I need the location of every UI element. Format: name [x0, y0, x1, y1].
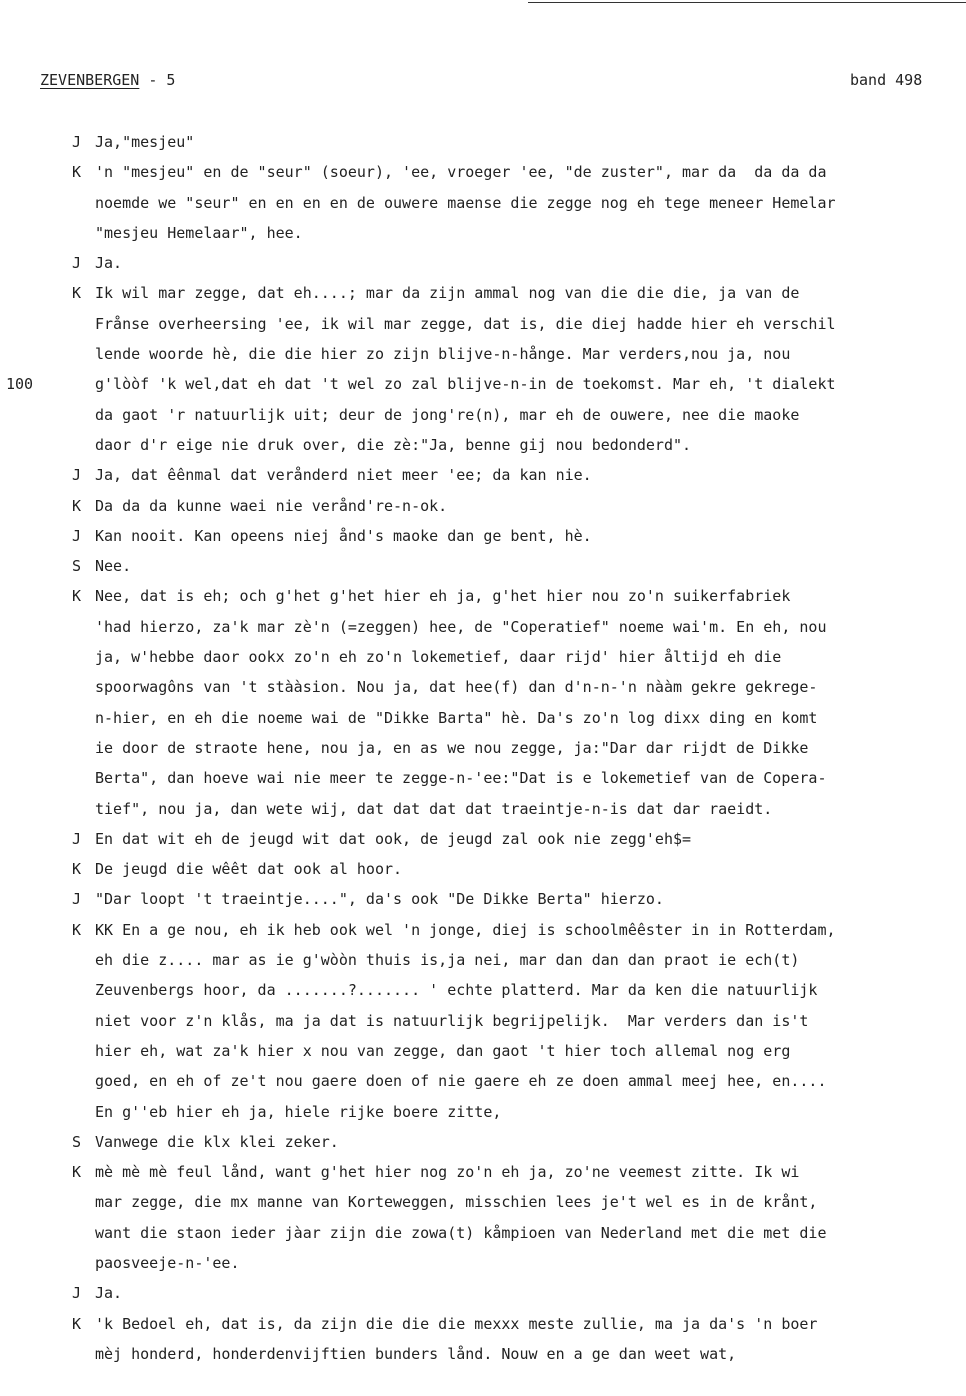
- transcript-line: [0, 1097, 966, 1127]
- transcript-line: [0, 703, 966, 733]
- transcript-line: [0, 157, 966, 187]
- utterance-text: spoorwagôns van 't stààsion. Nou ja, dat hee(f) dan d'n-n-'n nààm gekre gekrege-: [95, 678, 818, 697]
- utterance-text: da gaot 'r natuurlijk uit; deur de jong're(n), mar eh de ouwere, nee die maoke: [95, 405, 800, 424]
- utterance-text: Nee, dat is eh; och g'het g'het hier eh ja, g'het hier nou zo'n suikerfabriek: [95, 587, 791, 606]
- transcript-line: [0, 975, 966, 1005]
- transcript-line: [0, 1036, 966, 1066]
- speaker-label: K: [72, 496, 82, 515]
- transcript-line: [0, 1218, 966, 1248]
- transcript-line: [0, 1157, 966, 1187]
- utterance-text: Ja.: [95, 1284, 123, 1303]
- transcript-line: [0, 672, 966, 702]
- speaker-label: J: [72, 890, 82, 909]
- utterance-text: Nee.: [95, 557, 132, 576]
- speaker-label: K: [72, 860, 82, 879]
- transcript-line: [0, 1339, 966, 1369]
- transcript-line: [0, 460, 966, 490]
- utterance-text: 'had hierzo, za'k mar zè'n (=zeggen) hee, de "Coperatief" noeme wai'm. En eh, nou: [95, 617, 827, 636]
- transcript-line: [0, 127, 966, 157]
- transcript-line: [0, 339, 966, 369]
- utterance-text: Ja.: [95, 254, 123, 273]
- transcript-line: [0, 612, 966, 642]
- utterance-text: eh die z.... mar as ie g'wòòn thuis is,ja nei, mar dan dan dan praot ie ech(t): [95, 951, 800, 970]
- page-number: - 5: [139, 71, 176, 89]
- speaker-label: J: [72, 133, 82, 151]
- transcript-line: [0, 309, 966, 339]
- utterance-text: tief", nou ja, dan wete wij, dat dat dat dat traeintje-n-is dat dar raeidt.: [95, 799, 773, 818]
- line-number: 100: [6, 375, 34, 394]
- utterance-text: 'k Bedoel eh, dat is, da zijn die die die mexxx meste zullie, ma ja da's 'n boer: [95, 1314, 818, 1333]
- speaker-label: K: [72, 587, 82, 606]
- speaker-label: K: [72, 1314, 82, 1333]
- speaker-label: S: [72, 557, 82, 576]
- transcript-line: [0, 854, 966, 884]
- utterance-text: "Dar loopt 't traeintje....", da's ook "De Dikke Berta" hierzo.: [95, 890, 664, 909]
- utterance-text: Ik wil mar zegge, dat eh....; mar da zijn ammal nog van die die die, ja van de: [95, 284, 800, 303]
- utterance-text: "mesjeu Hemelaar", hee.: [95, 223, 303, 242]
- transcript-line: [0, 1187, 966, 1217]
- transcript-line: [0, 642, 966, 672]
- transcript-line: [0, 945, 966, 975]
- transcript-line: [0, 581, 966, 611]
- utterance-text: En dat wit eh de jeugd wit dat ook, de jeugd zal ook nie zegg'eh$=: [95, 829, 692, 848]
- utterance-text: Frånse overheersing 'ee, ik wil mar zegge, dat is, die diej hadde hier eh verschil: [95, 314, 836, 333]
- speaker-label: K: [72, 163, 82, 182]
- utterance-text: Ja,"mesjeu": [95, 133, 195, 151]
- top-rule: [528, 2, 966, 3]
- transcript-line: [0, 1006, 966, 1036]
- transcript-line: [0, 824, 966, 854]
- utterance-text: lende woorde hè, die die hier zo zijn blijve-n-hånge. Mar verders,nou ja, nou: [95, 345, 791, 364]
- transcript-body: [0, 127, 966, 1369]
- utterance-text: Berta", dan hoeve wai nie meer te zegge-n-'ee:"Dat is e lokemetief van de Copera-: [95, 769, 827, 788]
- page-header: [40, 71, 175, 89]
- speaker-label: K: [72, 284, 82, 303]
- speaker-label: S: [72, 1132, 82, 1151]
- utterance-text: g'lòòf 'k wel,dat eh dat 't wel zo zal blijve-n-in de toekomst. Mar eh, 't dialekt: [95, 375, 836, 394]
- transcript-line: [0, 915, 966, 945]
- utterance-text: niet voor z'n klås, ma ja dat is natuurlijk begrijpelijk. Mar verders dan is't: [95, 1011, 809, 1030]
- transcript-line: [0, 1248, 966, 1278]
- transcript-line: [0, 794, 966, 824]
- utterance-text: mar zegge, die mx manne van Korteweggen, misschien lees je't wel es in de krånt,: [95, 1193, 818, 1212]
- utterance-text: paosveeje-n-'ee.: [95, 1253, 240, 1272]
- utterance-text: want die staon ieder jàar zijn die zowa(t) kåmpioen van Nederland met die met die: [95, 1223, 827, 1242]
- utterance-text: ja, w'hebbe daor ookx zo'n eh zo'n lokemetief, daar rijd' hier åltijd eh die: [95, 648, 782, 667]
- transcript-line: [0, 400, 966, 430]
- utterance-text: n-hier, en eh die noeme wai de "Dikke Barta" hè. Da's zo'n log dixx ding en komt: [95, 708, 818, 727]
- transcript-line: [0, 551, 966, 581]
- transcript-line: [0, 1127, 966, 1157]
- transcript-line: [0, 369, 966, 399]
- utterance-text: Da da da kunne waei nie verånd're-n-ok.: [95, 496, 448, 515]
- transcript-line: [0, 218, 966, 248]
- speaker-label: K: [72, 1163, 82, 1182]
- utterance-text: De jeugd die wêêt dat ook al hoor.: [95, 860, 403, 879]
- place-title: ZEVENBERGEN: [40, 71, 140, 89]
- utterance-text: noemde we "seur" en en en en de ouwere maense die zegge nog eh tege meneer Hemelar: [95, 193, 836, 212]
- tape-number: band 498: [850, 71, 923, 89]
- utterance-text: Kan nooit. Kan opeens niej ånd's maoke dan ge bent, hè.: [95, 526, 592, 545]
- speaker-label: J: [72, 466, 82, 485]
- transcript-line: [0, 884, 966, 914]
- utterance-text: mèj honderd, honderdenvijftien bunders lånd. Nouw en a ge dan weet wat,: [95, 1344, 737, 1363]
- transcript-line: [0, 491, 966, 521]
- transcript-line: [0, 763, 966, 793]
- utterance-text: ie door de straote hene, nou ja, en as we nou zegge, ja:"Dar dar rijdt de Dikke: [95, 738, 809, 757]
- transcript-line: [0, 278, 966, 308]
- utterance-text: Vanwege die klx klei zeker.: [95, 1132, 339, 1151]
- utterance-text: goed, en eh of ze't nou gaere doen of nie gaere eh ze doen ammal meej hee, en....: [95, 1072, 827, 1091]
- utterance-text: mè mè mè feul lånd, want g'het hier nog zo'n eh ja, zo'ne veemest zitte. Ik wi: [95, 1163, 800, 1182]
- speaker-label: K: [72, 920, 82, 939]
- transcript-line: [0, 188, 966, 218]
- transcript-line: [0, 248, 966, 278]
- speaker-label: J: [72, 254, 82, 273]
- speaker-label: J: [72, 526, 82, 545]
- utterance-text: 'n "mesjeu" en de "seur" (soeur), 'ee, vroeger 'ee, "de zuster", mar da da da da: [95, 163, 827, 182]
- utterance-text: Zeuvenbergs hoor, da .......?....... ' echte platterd. Mar da ken die natuurlijk: [95, 981, 818, 1000]
- utterance-text: daor d'r eige nie druk over, die zè:"Ja, benne gij nou bedonderd".: [95, 435, 692, 454]
- utterance-text: Ja, dat êênmal dat verånderd niet meer 'ee; da kan nie.: [95, 466, 592, 485]
- speaker-label: J: [72, 829, 82, 848]
- transcript-line: [0, 430, 966, 460]
- utterance-text: hier eh, wat za'k hier x nou van zegge, dan gaot 't hier toch allemal nog erg: [95, 1041, 791, 1060]
- utterance-text: KK En a ge nou, eh ik heb ook wel 'n jonge, diej is schoolmêêster in in Rotterdam,: [95, 920, 836, 939]
- transcript-line: [0, 733, 966, 763]
- transcript-line: [0, 1309, 966, 1339]
- transcript-line: [0, 521, 966, 551]
- transcript-line: [0, 1278, 966, 1308]
- utterance-text: En g''eb hier eh ja, hiele rijke boere zitte,: [95, 1102, 502, 1121]
- transcript-line: [0, 1066, 966, 1096]
- speaker-label: J: [72, 1284, 82, 1303]
